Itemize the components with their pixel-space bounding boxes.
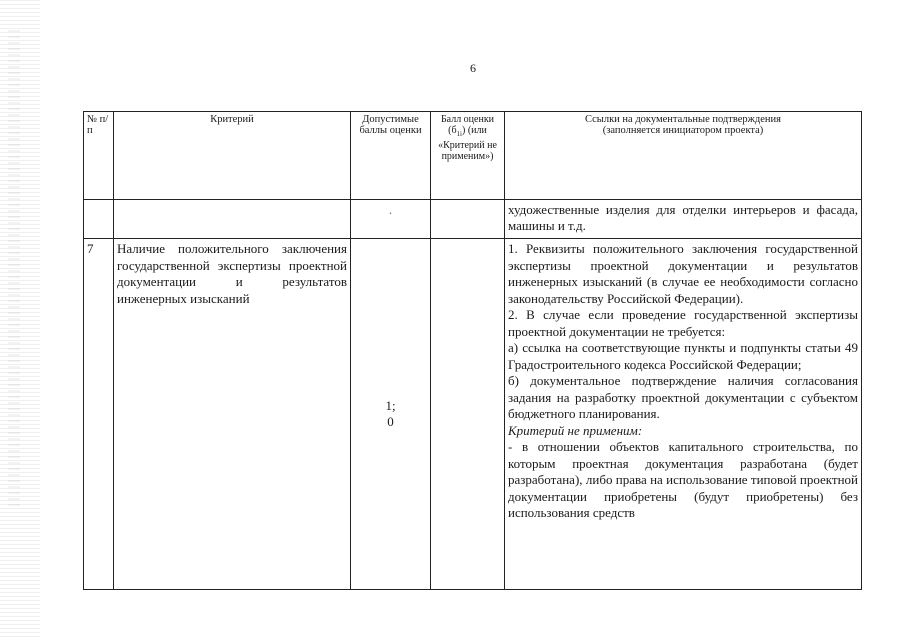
score-value-1: 1; <box>385 397 396 413</box>
header-allowed-scores: Допустимые баллы оценки <box>351 112 431 200</box>
header-score-rest: ) (или «Критерий не применим») <box>438 125 497 162</box>
score-value-0: 0 <box>387 414 394 429</box>
links-paragraph-4: б) документальное подтверждение наличия согласования задания на разработку проектной документации с субъектом бюджетного планирования. <box>508 373 858 421</box>
continuation-text: художественные изделия для отделки интерьеров и фасада, машины и т.д. <box>505 200 862 239</box>
links-paragraph-2: 2. В случае если проведение государственной экспертизы проектной документации не требуется: <box>508 307 858 339</box>
page-number: 6 <box>470 61 476 75</box>
cell-empty <box>431 200 505 239</box>
header-links-note: (заполняется инициатором проекта) <box>602 125 764 136</box>
table-row-continuation <box>84 200 862 239</box>
links-paragraph-6: - в отношении объектов капитального строительства, по которым проектная документация разработана (будет разработана), либо права на использование типовой проектной документации приобретены (будут приобретены) без использования средств <box>508 439 858 520</box>
header-links-title: Ссылки на документальные подтверждения <box>584 114 781 125</box>
cell-empty <box>114 200 351 239</box>
cell-score-empty <box>431 239 505 590</box>
allowed-scores <box>351 239 431 590</box>
links-paragraph-3: а) ссылка на соответствующие пункты и подпункты статьи 49 Градостроительного кодекса Российской Федерации; <box>508 340 858 372</box>
table-header-row <box>84 112 862 200</box>
table-row-7 <box>84 239 862 590</box>
links-cell <box>505 239 862 590</box>
criteria-table <box>83 111 862 590</box>
header-criterion: Критерий <box>114 112 351 200</box>
scan-edge-artifact <box>0 0 40 640</box>
header-score-subscript: 1i <box>456 130 462 138</box>
cell-dot: . <box>351 200 431 239</box>
header-score-text: Балл оценки (б <box>440 114 495 136</box>
cell-empty <box>84 200 114 239</box>
links-paragraph-1: 1. Реквизиты положительного заключения государственной экспертизы проектной документации и результатов инженерных изысканий (в случае ее необходимости согласно законодательству Российской Федерации). <box>508 241 858 306</box>
links-paragraph-not-applicable: Критерий не применим: <box>508 422 643 438</box>
header-score <box>431 112 505 200</box>
row-number: 7 <box>84 239 114 590</box>
header-links <box>505 112 862 200</box>
header-number: № п/п <box>84 112 114 200</box>
criterion-text: Наличие положительного заключения государственной экспертизы проектной документации и результатов инженерных изысканий <box>114 239 351 590</box>
